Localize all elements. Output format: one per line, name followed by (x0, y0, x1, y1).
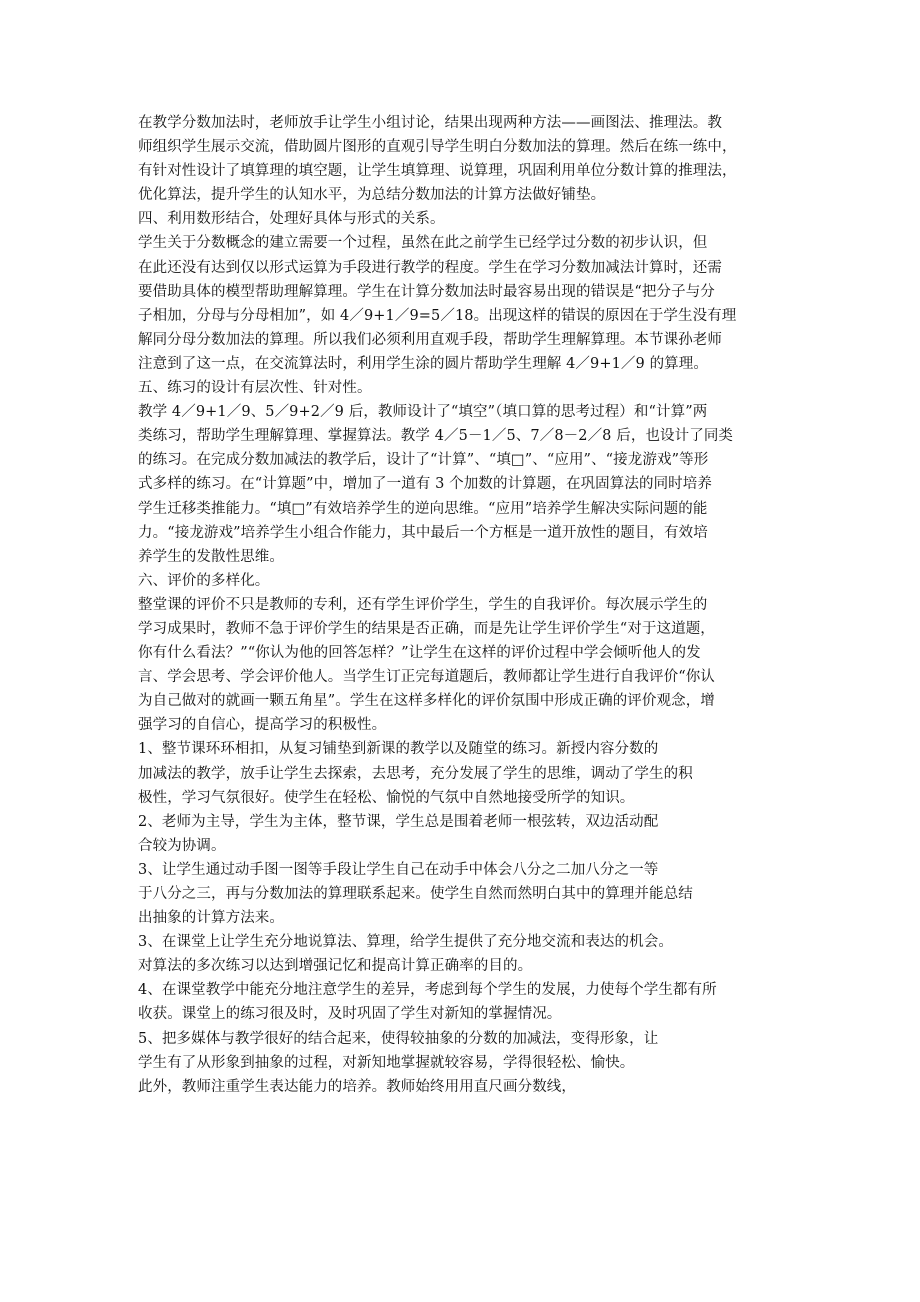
document-body (138, 111, 788, 1099)
text-line: 五、练习的设计有层次性、针对性。 (138, 380, 372, 397)
text-line: 优化算法，提升学生的认知水平，为总结分数加法的计算方法做好铺垫。 (138, 187, 606, 204)
text-line: 注意到了这一点，在交流算法时，利用学生涂的圆片帮助学生理解 4／9+1／9 的算理。 (138, 355, 708, 372)
text-line: 于八分之三，再与分数加法的算理联系起来。使学生自然而然明白其中的算理并能总结 (138, 886, 693, 902)
text-line: 力。“接龙游戏”培养学生小组合作能力，其中最后一个方框是一道开放性的题目，有效培 (138, 524, 708, 541)
text-line: 你有什么看法？”“你认为他的回答怎样？”让学生在这样的评价过程中学会倾听他人的发 (138, 645, 701, 662)
text-line: 式多样的练习。在“计算题”中，增加了一道有 3 个加数的计算题，在巩固算法的同时培养 (138, 476, 712, 493)
text-line: 强学习的自信心，提高学习的积极性。 (138, 717, 387, 734)
text-line: 学生迁移类推能力。“填□”有效培养学生的逆向思维。“应用”培养学生解决实际问题的能 (138, 500, 708, 517)
text-line: 收获。课堂上的练习很及时，及时巩固了学生对新知的掌握情况。 (138, 1006, 562, 1023)
text-line: 4、在课堂教学中能充分地注意学生的差异，考虑到每个学生的发展，力使每个学生都有所 (138, 982, 717, 999)
text-line: 整堂课的评价不只是教师的专利，还有学生评价学生，学生的自我评价。每次展示学生的 (138, 596, 708, 613)
text-line: 的练习。在完成分数加减法的教学后，设计了“计算”、“填□”、“应用”、“接龙游戏”等形 (138, 452, 709, 469)
text-line: 教学 4／9+1／9、5／9+2／9 后，教师设计了“填空”（填口算的思考过程）和“计算”两 (138, 404, 708, 421)
text-line: 1、整节课环环相扣，从复习铺垫到新课的教学以及随堂的练习。新授内容分数的 (138, 741, 659, 758)
text-line: 此外，教师注重学生表达能力的培养。教师始终用用直尺画分数线， (138, 1078, 576, 1095)
text-line: 在此还没有达到仅以形式运算为手段进行教学的程度。学生在学习分数加减法计算时，还需 (138, 259, 722, 276)
text-line: 解同分母分数加法的算理。所以我们必须利用直观手段，帮助学生理解算理。本节课孙老师 (138, 331, 722, 348)
text-line: 加减法的教学，放手让学生去探索，去思考，充分发展了学生的思维，调动了学生的积 (138, 765, 693, 782)
text-line: 类练习，帮助学生理解算理、掌握算法。教学 4／5－1／5、7／8－2／8 后，也设计了同类 (138, 428, 734, 445)
text-line: 六、评价的多样化。 (138, 572, 270, 589)
text-line: 2、老师为主导，学生为主体，整节课，学生总是围着老师一根弦转，双边活动配 (138, 813, 659, 830)
text-line: 四、利用数形结合，处理好具体与形式的关系。 (138, 211, 445, 228)
text-line: 养学生的发散性思维。 (138, 548, 284, 565)
text-line: 要借助具体的模型帮助理解算理。学生在计算分数加法时最容易出现的错误是“把分子与分 (138, 283, 715, 300)
text-line: 极性，学习气氛很好。使学生在轻松、愉悦的气氛中自然地接受所学的知识。 (138, 789, 635, 806)
text-line: 5、把多媒体与教学很好的结合起来，使得较抽象的分数的加减法，变得形象，让 (138, 1030, 659, 1047)
text-line: 学生关于分数概念的建立需要一个过程，虽然在此之前学生已经学过分数的初步认识，但 (138, 235, 708, 252)
text-line: 出抽象的计算方法来。 (138, 910, 284, 927)
text-line: 为自己做对的就画一颗五角星”。学生在这样多样化的评价氛围中形成正确的评价观念，增 (138, 693, 715, 710)
text-line: 在教学分数加法时，老师放手让学生小组讨论，结果出现两种方法——画图法、推理法。教 (138, 115, 722, 131)
text-line: 合较为协调。 (138, 837, 226, 854)
text-line: 师组织学生展示交流，借助圆片图形的直观引导学生明白分数加法的算理。然后在练一练中， (138, 139, 737, 156)
text-line: 言、学会思考、学会评价他人。当学生订正完每道题后，教师都让学生进行自我评价“你认 (138, 669, 715, 686)
text-line: 3、在课堂上让学生充分地说算法、算理，给学生提供了充分地交流和表达的机会。 (138, 934, 673, 951)
text-line: 有针对性设计了填算理的填空题，让学生填算理、说算理，巩固利用单位分数计算的推理法， (138, 163, 737, 180)
text-line: 子相加，分母与分母相加”，如 4／9+1／9=5／18。出现这样的错误的原因在于学生没有理 (138, 307, 737, 324)
text-line: 3、让学生通过动手图一图等手段让学生自己在动手中体会八分之二加八分之一等 (138, 861, 659, 878)
text-line: 学习成果时，教师不急于评价学生的结果是否正确，而是先让学生评价学生“对于这道题， (138, 620, 715, 637)
text-line: 对算法的多次练习以达到增强记忆和提高计算正确率的目的。 (138, 958, 533, 975)
text-line: 学生有了从形象到抽象的过程，对新知地掌握就较容易，学得很轻松、愉快。 (138, 1054, 635, 1071)
